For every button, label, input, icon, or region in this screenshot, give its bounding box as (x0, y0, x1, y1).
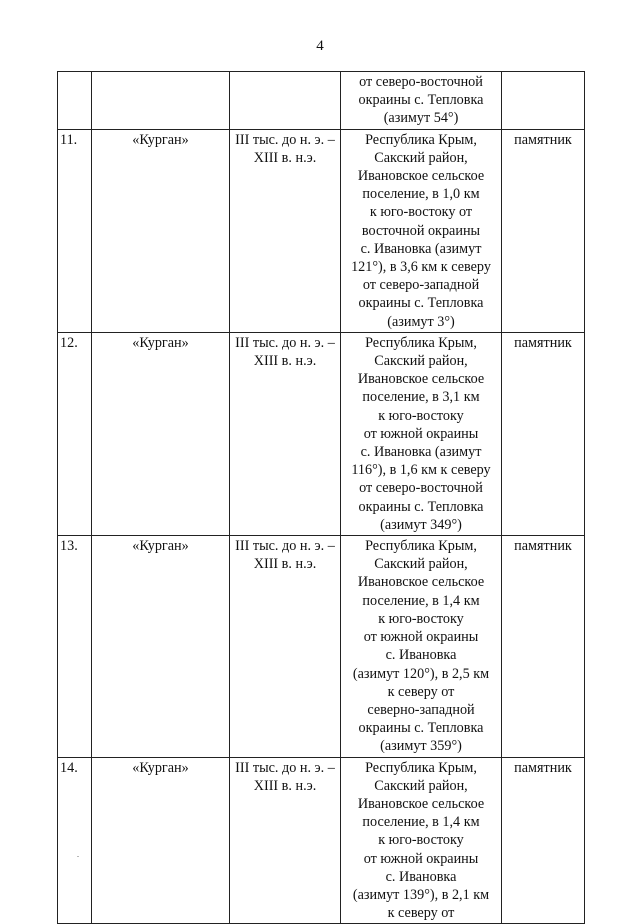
location-line: Сакский район, (374, 556, 468, 573)
location-line: окраины с. Тепловка (358, 720, 484, 737)
site-location (341, 536, 502, 757)
dating-line: XIII в. н.э. (253, 149, 317, 166)
location-line: Республика Крым, (365, 538, 477, 555)
site-location (341, 72, 502, 130)
site-category: памятник (502, 757, 585, 924)
row-number (58, 72, 92, 130)
location-line: Сакский район, (374, 353, 468, 370)
location-line: (азимут 54°) (383, 110, 459, 127)
site-dating (230, 129, 341, 332)
site-category: памятник (502, 129, 585, 332)
location-line: Республика Крым, (365, 334, 477, 351)
row-number: 13. (58, 536, 92, 757)
site-location (341, 757, 502, 924)
site-name: «Курган» (92, 129, 230, 332)
site-name: «Курган» (92, 536, 230, 757)
location-line: от северо-восточной (359, 480, 483, 497)
table-row (58, 757, 585, 924)
dating-line: III тыс. до н. э. – (235, 538, 335, 555)
site-dating (230, 757, 341, 924)
site-dating (230, 332, 341, 535)
location-line: к юго-востоку (378, 832, 464, 849)
location-line: от северо-западной (362, 277, 480, 294)
location-line: Ивановское сельское (357, 574, 485, 591)
dating-line: XIII в. н.э. (253, 353, 317, 370)
table-body (58, 72, 585, 924)
location-line: (азимут 349°) (380, 516, 462, 533)
location-line: от южной окраины (363, 425, 479, 442)
row-number: 12. (58, 332, 92, 535)
site-name (92, 72, 230, 130)
site-name: «Курган» (92, 332, 230, 535)
site-category (502, 72, 585, 130)
location-line: от северо-восточной (359, 74, 483, 90)
location-line: Сакский район, (374, 149, 468, 166)
location-line: (азимут 3°) (387, 313, 455, 330)
dating-line: III тыс. до н. э. – (235, 334, 335, 351)
location-line: поселение, в 1,4 км (362, 814, 480, 831)
location-line: Ивановское сельское (357, 371, 485, 388)
location-line: поселение, в 1,0 км (362, 186, 480, 203)
page-number: 4 (316, 38, 324, 54)
site-dating (230, 72, 341, 130)
location-line: к северу от (387, 683, 455, 700)
dating-line: III тыс. до н. э. – (235, 759, 335, 776)
location-line: Республика Крым, (365, 759, 477, 776)
location-line: Ивановское сельское (357, 168, 485, 185)
site-category: памятник (502, 536, 585, 757)
location-line: (азимут 120°), в 2,5 км (352, 665, 490, 682)
location-line: от южной окраины (363, 629, 479, 646)
row-number: 11. (58, 129, 92, 332)
location-line: поселение, в 1,4 км (362, 592, 480, 609)
location-line: к юго-востоку (378, 610, 464, 627)
location-line: восточной окраины (361, 222, 481, 239)
location-line: к юго-востоку от (369, 204, 473, 221)
location-line: Ивановское сельское (357, 795, 485, 812)
dating-line: III тыс. до н. э. – (235, 131, 335, 148)
location-line: северно-западной (367, 701, 475, 718)
margin-mark: . (77, 850, 79, 859)
location-line: (азимут 359°) (380, 738, 462, 755)
location-line: (азимут 139°), в 2,1 км (352, 886, 490, 903)
location-line: от южной окраины (363, 850, 479, 867)
location-line: с. Ивановка (385, 868, 457, 885)
site-name: «Курган» (92, 757, 230, 924)
site-location (341, 332, 502, 535)
table-row (58, 72, 585, 130)
site-dating (230, 536, 341, 757)
heritage-sites-table (57, 71, 585, 924)
location-line: 116°), в 1,6 км к северу (351, 462, 491, 479)
location-line: к северу от (387, 905, 455, 922)
location-line: с. Ивановка (азимут (360, 240, 482, 257)
location-line: окраины с. Тепловка (358, 498, 484, 515)
location-line: с. Ивановка (азимут (360, 444, 482, 461)
location-line: окраины с. Тепловка (358, 295, 484, 312)
table-row (58, 129, 585, 332)
location-line: 121°), в 3,6 км к северу (351, 259, 491, 276)
location-line: поселение, в 3,1 км (362, 389, 480, 406)
site-category: памятник (502, 332, 585, 535)
dating-line: XIII в. н.э. (253, 556, 317, 573)
location-line: Сакский район, (374, 777, 468, 794)
location-line: к юго-востоку (378, 407, 464, 424)
table-row (58, 536, 585, 757)
row-number: 14. (58, 757, 92, 924)
location-line: окраины с. Тепловка (358, 92, 484, 109)
location-line: Республика Крым, (365, 131, 477, 148)
table-row (58, 332, 585, 535)
location-line: с. Ивановка (385, 647, 457, 664)
site-location (341, 129, 502, 332)
dating-line: XIII в. н.э. (253, 777, 317, 794)
